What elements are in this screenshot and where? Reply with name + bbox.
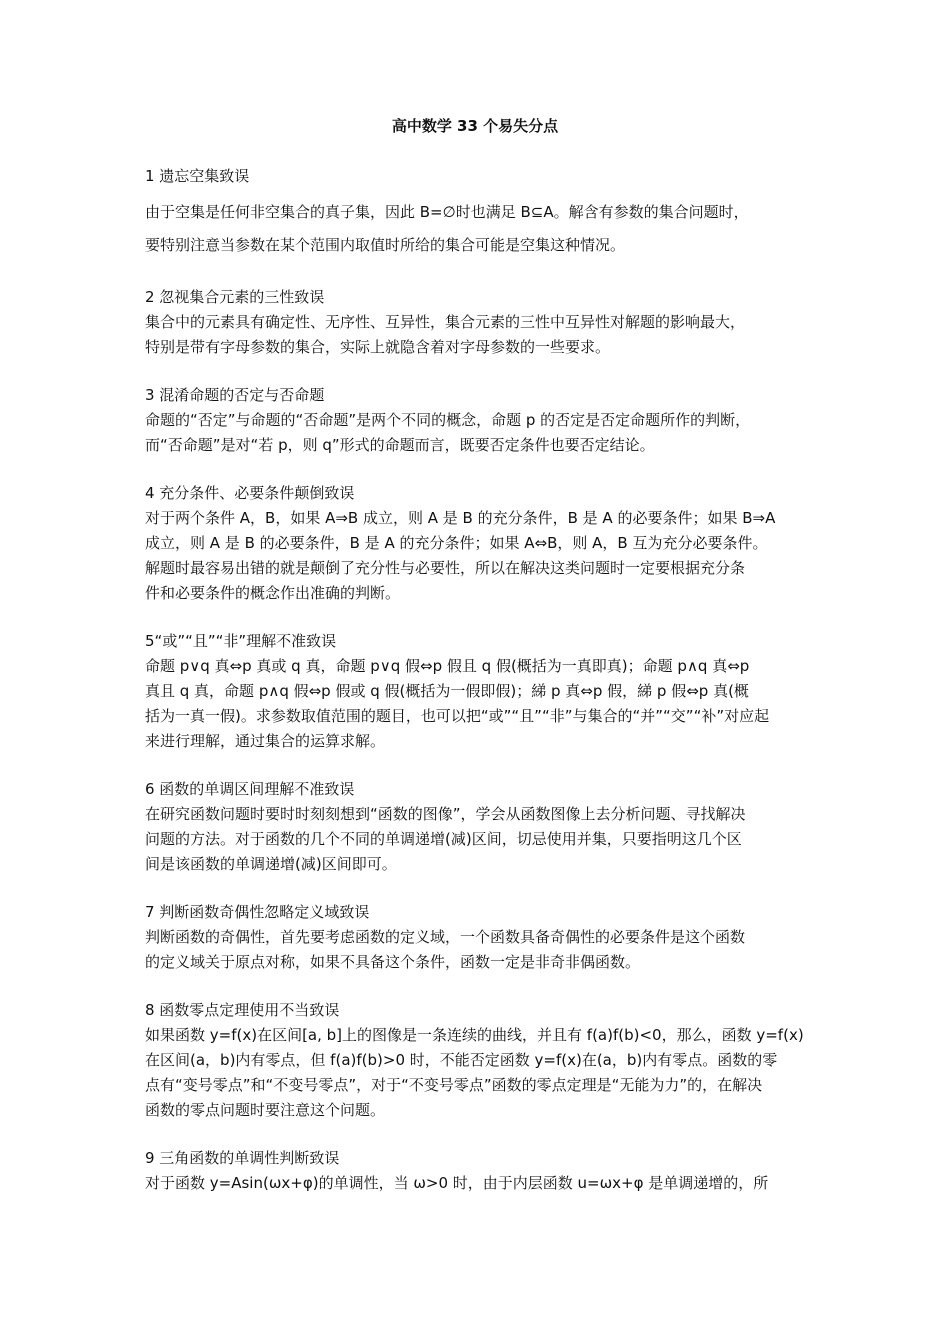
paragraph-line: 由于空集是任何非空集合的真子集，因此 B=∅时也满足 B⊆A。解含有参数的集合问题时， — [145, 203, 749, 221]
paragraph-line: 对于两个条件 A，B，如果 A⇒B 成立，则 A 是 B 的充分条件，B 是 A 的必要条件；如果 B⇒A — [145, 509, 776, 527]
paragraph-line: 判断函数的奇偶性，首先要考虑函数的定义域，一个函数具备奇偶性的必要条件是这个函数 — [145, 928, 746, 946]
section-heading: 3 混淆命题的否定与否命题 — [145, 386, 325, 404]
document-section — [145, 777, 825, 877]
paragraph-line: 命题 p∨q 真⇔p 真或 q 真，命题 p∨q 假⇔p 假且 q 假(概括为一真即真)；命题 p∧q 真⇔p — [145, 657, 750, 675]
paragraph-line: 对于函数 y=Asin(ωx+φ)的单调性，当 ω>0 时，由于内层函数 u=ωx+φ 是单调递增的，所 — [145, 1174, 769, 1192]
paragraph-line: 在研究函数问题时要时时刻刻想到“函数的图像”，学会从函数图像上去分析问题、寻找解决 — [145, 805, 746, 823]
paragraph-line: 问题的方法。对于函数的几个不同的单调递增(减)区间，切忌使用并集，只要指明这几个区 — [145, 830, 742, 848]
section-heading: 4 充分条件、必要条件颠倒致误 — [145, 484, 355, 502]
document-section — [145, 164, 825, 262]
paragraph-line: 解题时最容易出错的就是颠倒了充分性与必要性，所以在解决这类问题时一定要根据充分条 — [145, 559, 746, 577]
section-heading: 9 三角函数的单调性判断致误 — [145, 1149, 340, 1167]
paragraph-line: 的定义域关于原点对称，如果不具备这个条件，函数一定是非奇非偶函数。 — [145, 953, 641, 971]
section-heading: 2 忽视集合元素的三性致误 — [145, 288, 325, 306]
document-section — [145, 629, 825, 754]
paragraph-line: 括为一真一假)。求参数取值范围的题目，也可以把“或”“且”“非”与集合的“并”“交”“补”对应起 — [145, 707, 770, 725]
document-section — [145, 285, 825, 360]
document-section — [145, 383, 825, 458]
section-heading: 5“或”“且”“非”理解不准致误 — [145, 632, 337, 650]
paragraph-line: 间是该函数的单调递增(减)区间即可。 — [145, 855, 397, 873]
paragraph-line: 命题的“否定”与命题的“否命题”是两个不同的概念，命题 p 的否定是否定命题所作的判断， — [145, 411, 751, 429]
document-section — [145, 481, 825, 606]
paragraph-line: 特别是带有字母参数的集合，实际上就隐含着对字母参数的一些要求。 — [145, 338, 611, 356]
paragraph-line: 件和必要条件的概念作出准确的判断。 — [145, 584, 401, 602]
document-section — [145, 900, 825, 975]
paragraph-line: 而“否命题”是对“若 p，则 q”形式的命题而言，既要否定条件也要否定结论。 — [145, 436, 655, 454]
section-heading: 1 遗忘空集致误 — [145, 167, 250, 185]
paragraph-line: 集合中的元素具有确定性、无序性、互异性，集合元素的三性中互异性对解题的影响最大， — [145, 313, 746, 331]
section-heading: 6 函数的单调区间理解不准致误 — [145, 780, 355, 798]
paragraph-line: 点有“变号零点”和“不变号零点”，对于“不变号零点”函数的零点定理是“无能为力”的，在解决 — [145, 1076, 763, 1094]
paragraph-line: 如果函数 y=f(x)在区间[a, b]上的图像是一条连续的曲线，并且有 f(a)f(b)<0，那么，函数 y=f(x) — [145, 1026, 804, 1044]
paragraph-line: 要特别注意当参数在某个范围内取值时所给的集合可能是空集这种情况。 — [145, 236, 626, 254]
paragraph-line: 在区间(a，b)内有零点，但 f(a)f(b)>0 时，不能否定函数 y=f(x)在(a，b)内有零点。函数的零 — [145, 1051, 778, 1069]
paragraph-line: 来进行理解，通过集合的运算求解。 — [145, 732, 386, 750]
document-body — [145, 164, 825, 1219]
paragraph-line: 函数的零点问题时要注意这个问题。 — [145, 1101, 386, 1119]
paragraph-line: 成立，则 A 是 B 的必要条件，B 是 A 的充分条件；如果 A⇔B，则 A，B 互为充分必要条件。 — [145, 534, 768, 552]
section-heading: 8 函数零点定理使用不当致误 — [145, 1001, 340, 1019]
section-heading: 7 判断函数奇偶性忽略定义域致误 — [145, 903, 370, 921]
paragraph-line: 真且 q 真，命题 p∧q 假⇔p 假或 q 假(概括为一假即假)；綈 p 真⇔p 假，綈 p 假⇔p 真(概 — [145, 682, 749, 700]
document-title: 高中数学 33 个易失分点 — [391, 117, 559, 135]
document-section — [145, 1146, 825, 1196]
document-section — [145, 998, 825, 1123]
